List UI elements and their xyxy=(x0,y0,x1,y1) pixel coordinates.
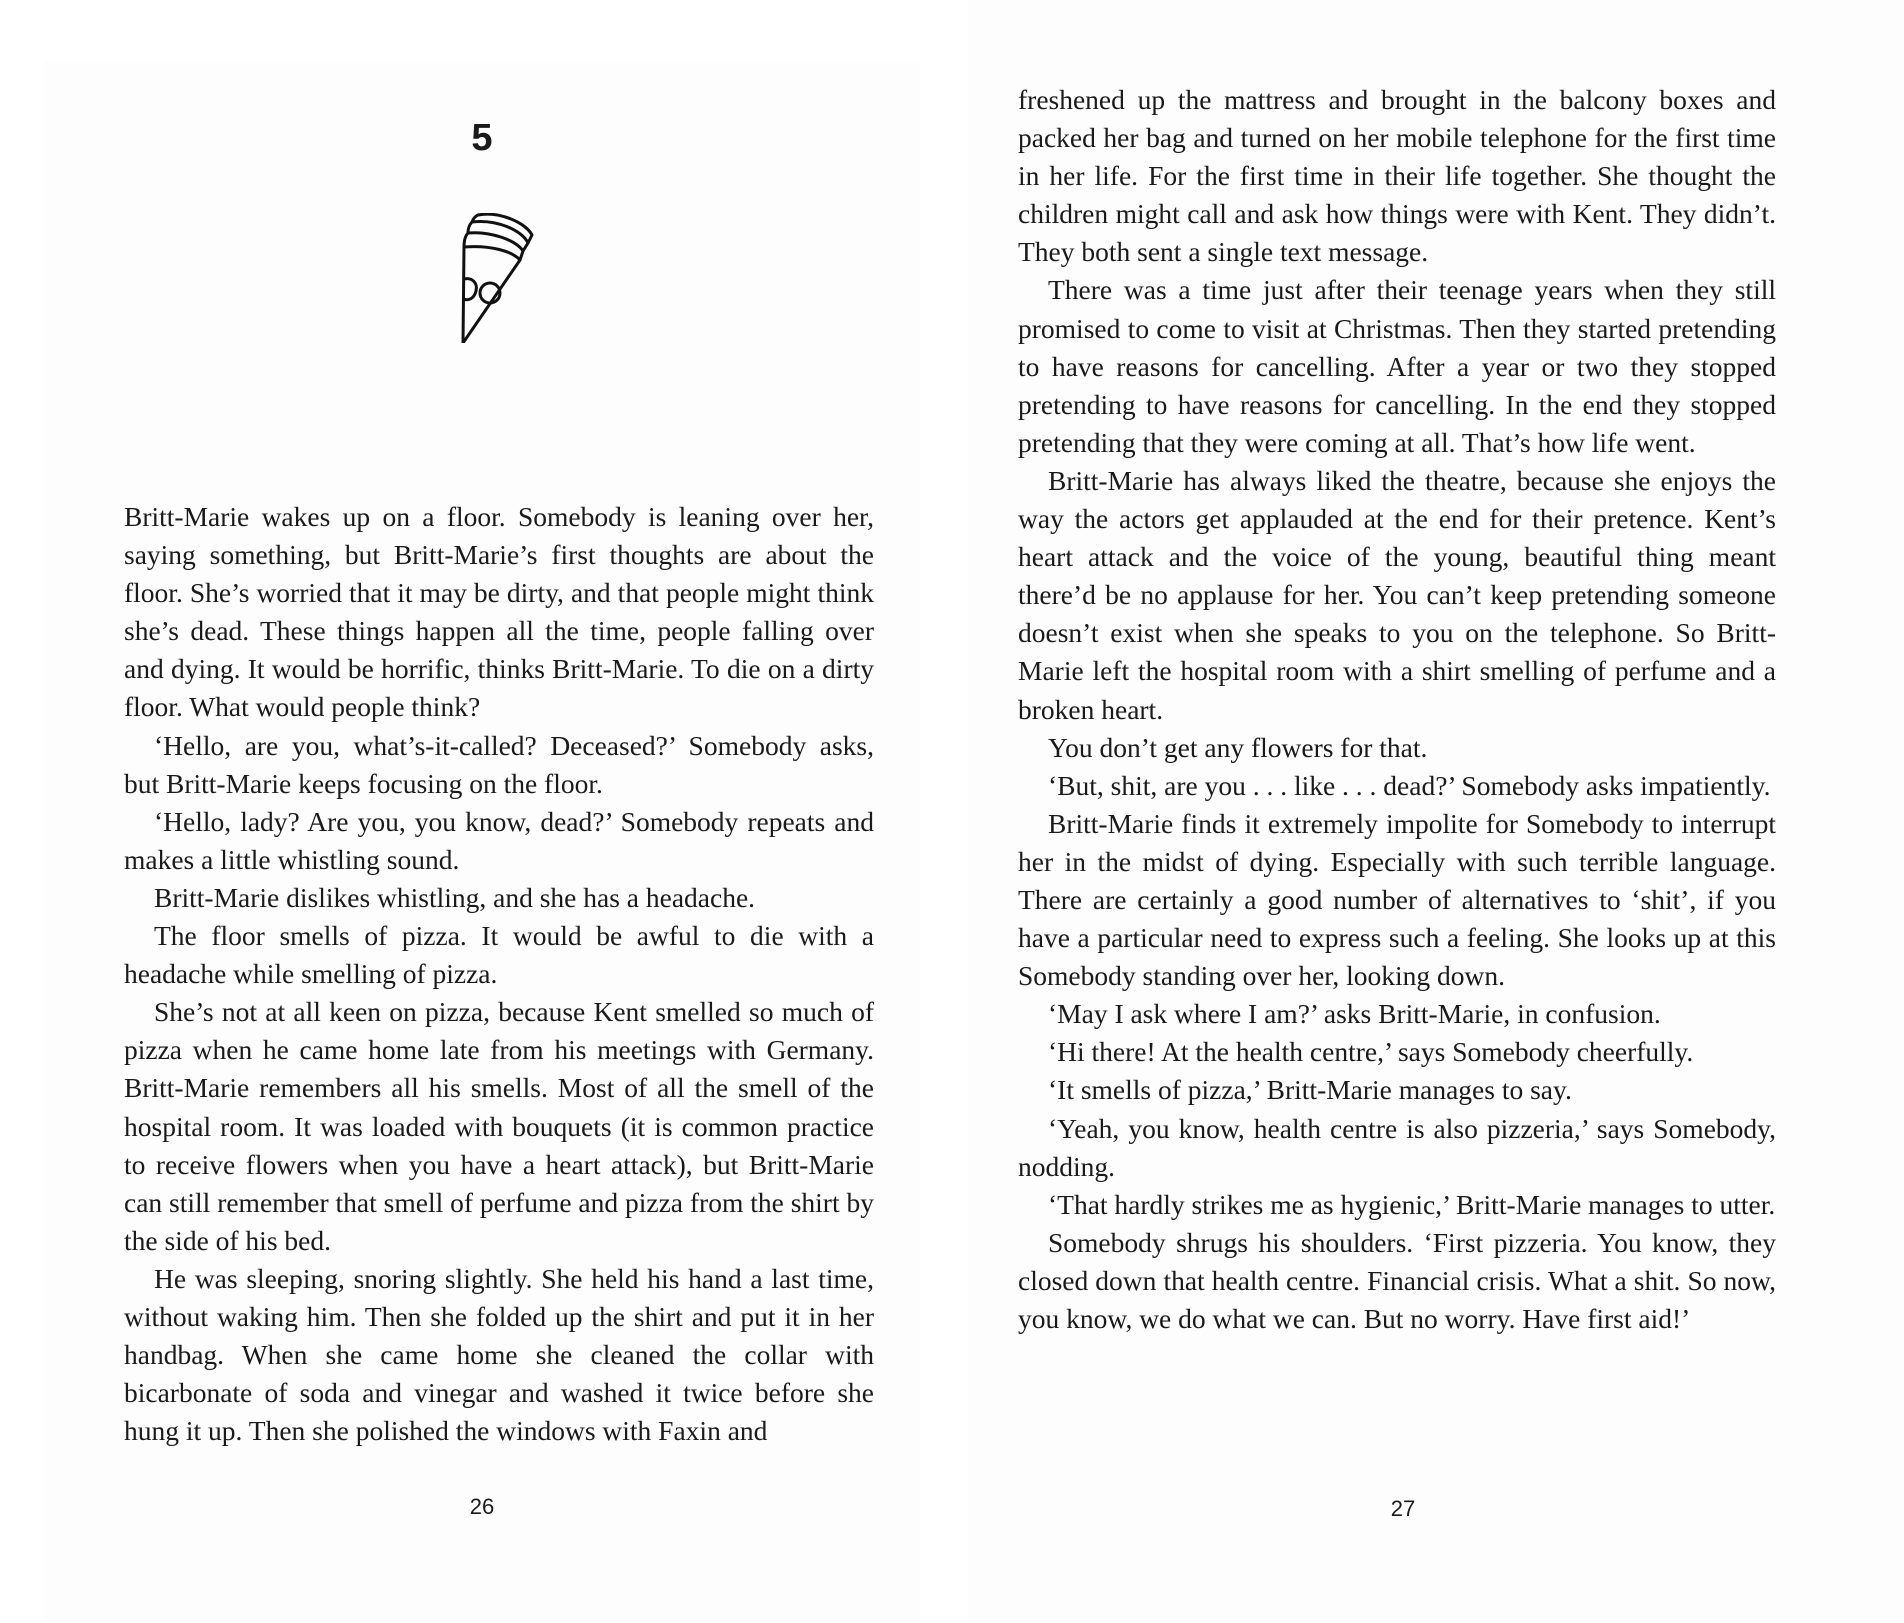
paragraph: Britt-Marie finds it extremely impolite for Somebody to interrupt her in the midst of dying. Especially with such terrible language. There are certainly a good number of alternatives to ‘shit’, if you have a particular need to express such a feeling. She looks up at this Somebody standing over her, looking down. xyxy=(1018,807,1776,992)
paragraph: ‘That hardly strikes me as hygienic,’ Britt-Marie manages to utter. xyxy=(1048,1188,1776,1220)
paragraph: Somebody shrugs his shoulders. ‘First pizzeria. You know, they closed down that health centre. Financial crisis. What a shit. So now, you know, we do what we can. But no worry. Have first aid!’ xyxy=(1018,1226,1776,1334)
paragraph: He was sleeping, snoring slightly. She held his hand a last time, without waking him. Then she folded up the shirt and put it in her handbag. When she came home she cleaned the collar with bicarbonate of soda and vinegar and washed it twice before she hung it up. Then she polished the windows with Faxin and xyxy=(124,1262,874,1447)
body-text-right xyxy=(1018,81,1776,1338)
paragraph: ‘It smells of pizza,’ Britt-Marie manages to say. xyxy=(1048,1074,1572,1106)
page-number: 26 xyxy=(469,1494,495,1519)
pizza-slice-icon xyxy=(460,213,550,343)
paragraph: There was a time just after their teenage years when they still promised to come to visit at Christmas. Then they started pretending to have reasons for cancelling. After a year or two they stopped pretending to have reasons for cancelling. In the end they stopped pretending that they were coming at all. That’s how life went. xyxy=(1018,274,1776,458)
paragraph: ‘Hello, are you, what’s-it-called? Deceased?’ Somebody asks, but Britt-Marie keeps focusing on the floor. xyxy=(124,729,874,799)
paragraph: She’s not at all keen on pizza, because Kent smelled so much of pizza when he came home late from his meetings with Germany. Britt-Marie remembers all his smells. Most of all the smell of the hospital room. It was loaded with bouquets (it is common practice to receive flowers when you have a heart attack), but Britt-Marie can still remember that smell of perfume and pizza from the shirt by the side of his bed. xyxy=(124,996,874,1256)
left-page xyxy=(44,62,920,1622)
paragraph: freshened up the mattress and brought in the balcony boxes and packed her bag and turned on her mobile telephone for the first time in her life. For the first time in their life together. She thought the children might call and ask how things were with Kent. They didn’t. They both sent a single text message. xyxy=(1018,84,1776,268)
paragraph: ‘May I ask where I am?’ asks Britt-Marie, in confusion. xyxy=(1048,998,1661,1030)
page-number: 27 xyxy=(1390,1496,1416,1521)
chapter-number: 5 xyxy=(471,117,493,159)
paragraph: ‘Yeah, you know, health centre is also pizzeria,’ says Somebody, nodding. xyxy=(1018,1112,1776,1182)
right-page xyxy=(968,0,1904,1623)
paragraph: ‘But, shit, are you . . . like . . . dead?’ Somebody asks impatiently. xyxy=(1048,769,1771,801)
paragraph: Britt-Marie has always liked the theatre, because she enjoys the way the actors get applauded at the end for their pretence. Kent’s heart attack and the voice of the young, beautiful thing meant there’d be no applause for her. You can’t keep pretending someone doesn’t exist when she speaks to you on the telephone. So Britt-Marie left the hospital room with a shirt smelling of perfume and a broken heart. xyxy=(1018,464,1776,725)
paragraph: ‘Hi there! At the health centre,’ says Somebody cheerfully. xyxy=(1048,1036,1694,1068)
paragraph: You don’t get any flowers for that. xyxy=(1048,731,1428,763)
paragraph: The floor smells of pizza. It would be awful to die with a headache while smelling of pizza. xyxy=(124,920,874,990)
body-text-left xyxy=(124,498,874,1450)
paragraph: Britt-Marie dislikes whistling, and she has a headache. xyxy=(154,881,756,913)
paragraph: Britt-Marie wakes up on a floor. Somebody is leaning over her, saying something, but Britt-Marie’s first thoughts are about the floor. She’s worried that it may be dirty, and that people might think she’s dead. These things happen all the time, people falling over and dying. It would be horrific, thinks Britt-Marie. To die on a dirty floor. What would people think? xyxy=(124,501,874,723)
paragraph: ‘Hello, lady? Are you, you know, dead?’ Somebody repeats and makes a little whistling sound. xyxy=(124,805,874,875)
